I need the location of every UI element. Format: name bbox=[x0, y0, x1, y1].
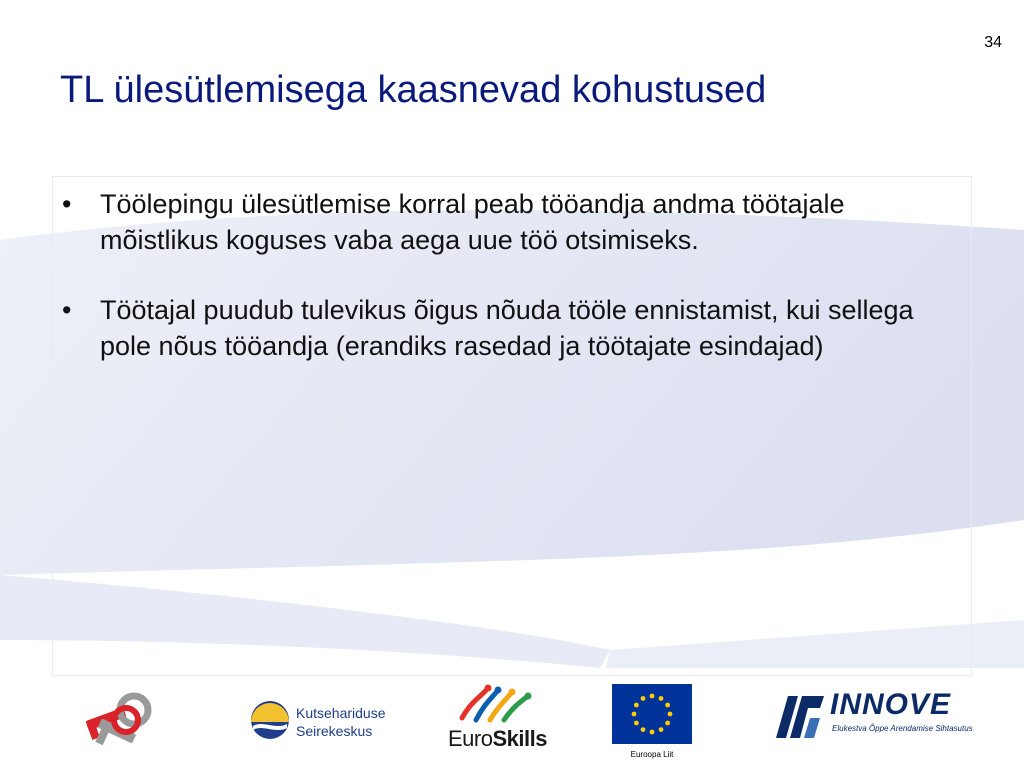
bullet-item bbox=[62, 186, 962, 258]
eu-logo bbox=[612, 684, 692, 766]
seirekeskus-line1: Kutsehariduse bbox=[296, 705, 386, 721]
keys-logo bbox=[82, 684, 158, 762]
bullet-list bbox=[62, 186, 962, 398]
eu-flag-icon bbox=[612, 684, 692, 744]
euroskills-prefix: Euro bbox=[448, 726, 493, 751]
euroskills-suffix: Skills bbox=[492, 726, 547, 751]
euroskills-figures-icon bbox=[458, 684, 538, 724]
bullet-marker: • bbox=[62, 189, 72, 219]
page-number: 34 bbox=[984, 34, 1002, 51]
innove-emblem-icon bbox=[774, 690, 826, 740]
slide-title: TL ülesütlemisega kaasnevad kohustused bbox=[60, 69, 767, 111]
innove-logo bbox=[774, 686, 974, 750]
bullet-text: Töötajal puudub tulevikus õigus nõuda tööle ennistamist, kui sellega pole nõus tööandja (erandiks rasedad ja töötajate esindajad) bbox=[100, 295, 914, 361]
seirekeskus-line2: Seirekeskus bbox=[296, 723, 373, 739]
innove-tagline: Elukestva Õppe Arendamise Sihtasutus bbox=[832, 724, 973, 733]
logo-bar bbox=[0, 670, 1024, 768]
kutsehariduse-seirekeskus-logo bbox=[250, 696, 410, 752]
euroskills-logo bbox=[448, 684, 552, 754]
bullet-item bbox=[62, 292, 962, 364]
innove-wordmark: INNOVE bbox=[830, 688, 952, 721]
euroskills-wordmark bbox=[448, 726, 547, 752]
keys-icon bbox=[82, 684, 158, 762]
bullet-marker: • bbox=[62, 295, 72, 325]
seirekeskus-wordmark bbox=[296, 704, 386, 740]
eu-caption: Euroopa Liit bbox=[630, 750, 674, 759]
bullet-text: Töölepingu ülesütlemise korral peab tööandja andma töötajale mõistlikus koguses vaba aega uue töö otsimiseks. bbox=[100, 189, 845, 255]
seirekeskus-emblem-icon bbox=[250, 700, 290, 740]
